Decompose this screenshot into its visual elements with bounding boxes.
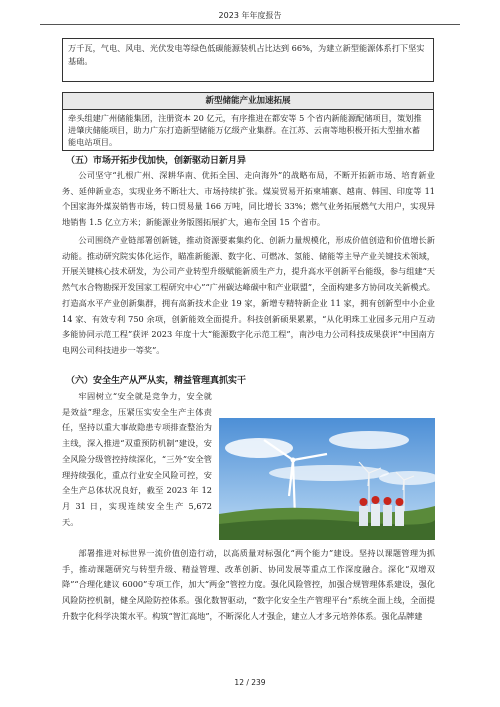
section5-paragraph-1: 公司坚守“扎根广州、深耕华南、优拓全国、走向海外”的战略布局，不断开拓新市场、培育新业务、延伸新业态，实现业务不断壮大、市场持续扩张。煤炭贸易开拓柬埔寨、越南、韩国、印度等 11 个国家海外煤炭销售市场，转口贸易量 166 万吨，同比增长 33%；燃气业务拓展燃气大用户，实现异地销售 1.5 亿立方米；新能源业务版图拓展扩大，遍布全国 15 个省市。 [62, 170, 435, 228]
highlight-title: 新型储能产业加速拓展 [63, 93, 433, 110]
highlight-box [62, 92, 434, 151]
section6-paragraph-2: 部署推进对标世界一流价值创造行动，以高质量对标强化“两个能力”建设。坚持以课题管理为抓手，推动课题研究与转型升级、精益管理、改革创新、协同发展等重点工作深度融合。深化“双增双降”“合理化建议 6000”专项工作，加大“两金”管控力度。强化风险管控，加强合规管理体系建设，强化风险防控机制，健全风险防控体系。强化数智驱动，“数字化安全生产管理平台”系统全面上线，全面提升数字化科学决策水平。构筑“智汇高地”，不断深化人才强企，建立人才多元培养体系。强化品牌建 [62, 548, 435, 621]
page-number: 12 / 239 [234, 678, 266, 687]
section5-heading: （五）市场开拓步伐加快，创新驱动日新月异 [66, 156, 247, 166]
page-header: 2023 年年度报告 [218, 11, 282, 20]
header-rule [40, 24, 460, 25]
continued-text-box [62, 38, 434, 82]
wind-turbine-photo [219, 418, 435, 540]
wind-turbine-illustration [219, 418, 435, 540]
section6-heading: （六）安全生产从严从实，精益管理真抓实干 [66, 376, 247, 386]
section5-paragraph-2: 公司围绕产业链部署创新链，推动资源要素集约化、创新力量规模化，形成价值创造和价值增长新动能。推动研究院实体化运作，瞄准新能源、数字化、可燃冰、氢能、储能等主导产业关键技术领域，开展关键核心技术研发，为公司产业转型升级赋能新质生产力，提升高水平创新平台能级，参与组建“天然气水合物勘探开发国家工程研究中心”“广州碳达峰碳中和产业联盟”，全面构建多方协同攻关新模式。打造高水平产业创新集群，拥有高新技术企业 19 家，新增专精特新企业 11 家，拥有创新型中小企业 14 家、有效专利 750 余项，创新能效全面提升。科技创新硕果累累，“从化明珠工业园多元用户互动多能协同示范工程”获评 2023 年度十大“能源数字化示范工程”，南沙电力公司科技成果获评“中国南方电网公司科技进步一等奖”。 [62, 235, 435, 355]
section6-paragraph-1: 牢固树立“安全就是竞争力，安全就是效益”理念，压紧压实安全生产主体责任，坚持以重大事故隐患专项排查整治为主线，深入推进“双重预防机制”建设，安全风险分级管控持续深化，“三外”安全管理持续强化，重点行业安全风险可控，安全生产总体状况良好，截至 2023 年 12 月 31 日，实现连续安全生产 5,672 天。 [62, 391, 212, 527]
continued-text: 万千瓦，气电、风电、光伏发电等绿色低碳能源装机占比达到 66%，为建立新型能源体系打下坚实基础。 [68, 43, 425, 66]
highlight-body: 牵头组建广州储能集团，注册资本 20 亿元，有序推进在都安等 5 个省内新能源配储项目，策划推进肇庆储能项目，助力广东打造新型储能万亿级产业集群。在江苏、云南等地积极开拓大型抽水蓄能电站项目。 [68, 113, 422, 147]
